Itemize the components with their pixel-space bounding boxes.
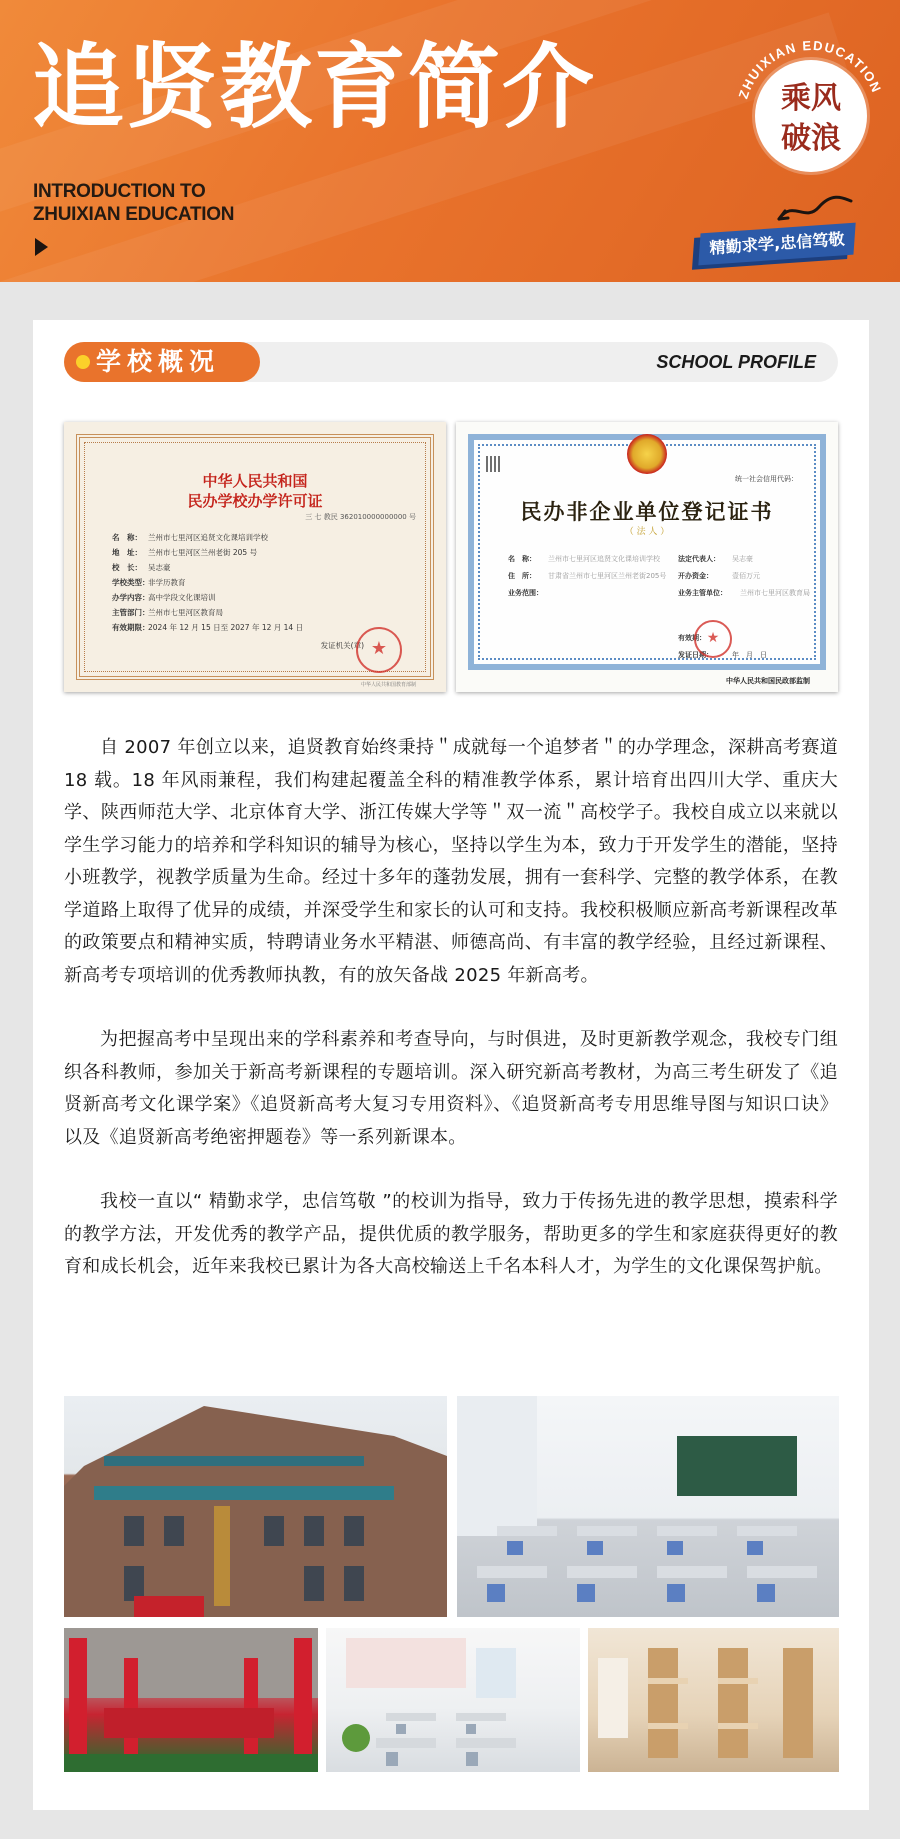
national-emblem-icon [627, 434, 667, 474]
classroom-photo [457, 1396, 839, 1617]
intro-paragraph: 为把握高考中呈现出来的学科素养和考查导向，与时俱进，及时更新教学观念，我校专门组织各科教师，参加关于新高考新课程的专题培训。深入研究新高考教材，为高三考生研发了《追贤新高考文化课学案》《追贤新高考大复习专用资料》、《追贤新高考专用思维导图与知识口诀》以及《追贤新高考绝密押题卷》等一系列新课本。 [64, 1029, 838, 1148]
license-issuer: 发证机关(章) [320, 641, 364, 650]
license-row: 地 址： 兰州市七里河区兰州老街 205 号 [112, 548, 258, 557]
license-row: 名 称： 兰州市七里河区追贤文化课培训学校 [112, 533, 268, 542]
registration-footer: 中华人民共和国民政部监制 [726, 677, 810, 685]
page-subtitle-en [33, 180, 234, 226]
page-title: 追贤教育简介 [32, 34, 597, 141]
registration-subtitle: （ 法 人 ） [624, 527, 670, 537]
license-title-line1: 中华人民共和国 [202, 472, 308, 490]
play-icon [35, 238, 48, 256]
license-title-line2: 民办学校办学许可证 [187, 492, 323, 510]
credit-code-label: 统一社会信用代码： [735, 475, 798, 483]
section-title: 学校概况 [96, 347, 221, 376]
logo-calligraphy-icon [755, 60, 867, 172]
logo-ring-label: ZHUIXIAN EDUCATION [735, 38, 885, 101]
logo-seal [755, 60, 867, 172]
school-license-certificate [64, 422, 446, 692]
license-row: 办学内容：高中学段文化课培训 [112, 593, 216, 602]
qr-code-icon [486, 456, 502, 472]
intro-paragraph: 我校一直以“ 精勤求学，忠信笃敬 ”的校训为指导，致力于传扬先进的教学思想，摸索科学的教学方法，开发优秀的教学产品，提供优质的教学服务，帮助更多的学生和家庭获得更好的教育和成长机会，近年来我校已累计为各大高校输送上千名本科人才，为学生的文化课保驾护航。 [64, 1191, 838, 1277]
registration-row: 住 所： 甘肃省兰州市七里河区兰州老街205号 [508, 572, 667, 580]
registration-row: 开办资金： 壹佰万元 [678, 572, 760, 580]
registration-row: 业务范围： [508, 589, 543, 597]
subtitle-line-2: ZHUIXIAN EDUCATION [33, 204, 235, 225]
red-stamp-icon: ★ [694, 620, 732, 658]
section-title-en: SCHOOL PROFILE [656, 352, 816, 372]
school-building-photo [64, 1396, 447, 1617]
registration-title: 民办非企业单位登记证书 [520, 500, 774, 524]
classroom-photo-2 [326, 1628, 580, 1772]
registration-row: 名 称： 兰州市七里河区追贤文化课培训学校 [508, 555, 660, 563]
registration-row: 法定代表人： 吴志豪 [678, 555, 753, 563]
dormitory-photo [588, 1628, 839, 1772]
swoosh-icon [775, 193, 855, 227]
registration-row: 业务主管单位： 兰州市七里河区教育局 [678, 589, 810, 597]
intro-paragraph: 自 2007 年创立以来，追贤教育始终秉持＂成就每一个追梦者＂的办学理念，深耕高考赛道 18 载。18 年风雨兼程，我们构建起覆盖全科的精准教学体系，累计培育出四川大学、重庆大学、陕西师范大学、北京体育大学、浙江传媒大学等＂双一流＂高校学子。我校自成立以来就以学生学习能力的培养和学科知识的辅导为核心，坚持以学生为本，致力于开发学生的潜能，坚持小班教学，视教学质量为生命。经过十多年的蓬勃发展，拥有一套科学、完整的教学体系，在教学道路上取得了优异的成绩，并深受学生和家长的认可和支持。我校积极顺应新高考新课程改革的政策要点和精神实质，特聘请业务水平精湛、师德高尚、有丰富的教学经验，且经过新课程、新高考专项培训的优秀教师执教，有的放矢备战 2025 年新高考。 [64, 737, 838, 986]
license-row: 有效期限：2024 年 12 月 15 日至 2027 年 12 月 14 日 [112, 623, 304, 632]
school-introduction [64, 732, 838, 1316]
license-row: 校 长： 吴志豪 [112, 563, 171, 572]
registration-certificate [456, 422, 838, 692]
motto-badge: 精勤求学,忠信笃敬 [698, 223, 855, 266]
svg-text:乘风: 乘风 [781, 81, 841, 116]
bullet-dot-icon [76, 355, 90, 369]
section-header [64, 342, 838, 382]
license-fields [112, 532, 303, 637]
campus-courtyard-photo [64, 1628, 318, 1772]
section-title-pill [64, 342, 260, 382]
content-card [33, 320, 869, 1810]
license-number: 三 七 教民 362010000000000 号 [305, 513, 416, 521]
license-row: 学校类型：非学历教育 [112, 578, 186, 587]
svg-text:破浪: 破浪 [781, 121, 841, 156]
registration-row: 发证日期： 年 月 日 [678, 651, 767, 659]
red-stamp-icon: ★ [356, 627, 402, 673]
registration-fields-left [508, 554, 666, 605]
header-banner [0, 0, 900, 282]
license-footer: 中华人民共和国教育部制 [360, 682, 416, 688]
subtitle-line-1: INTRODUCTION TO [33, 181, 206, 202]
license-row: 主管部门：兰州市七里河区教育局 [112, 608, 223, 617]
registration-row: 有效期： [678, 634, 706, 642]
